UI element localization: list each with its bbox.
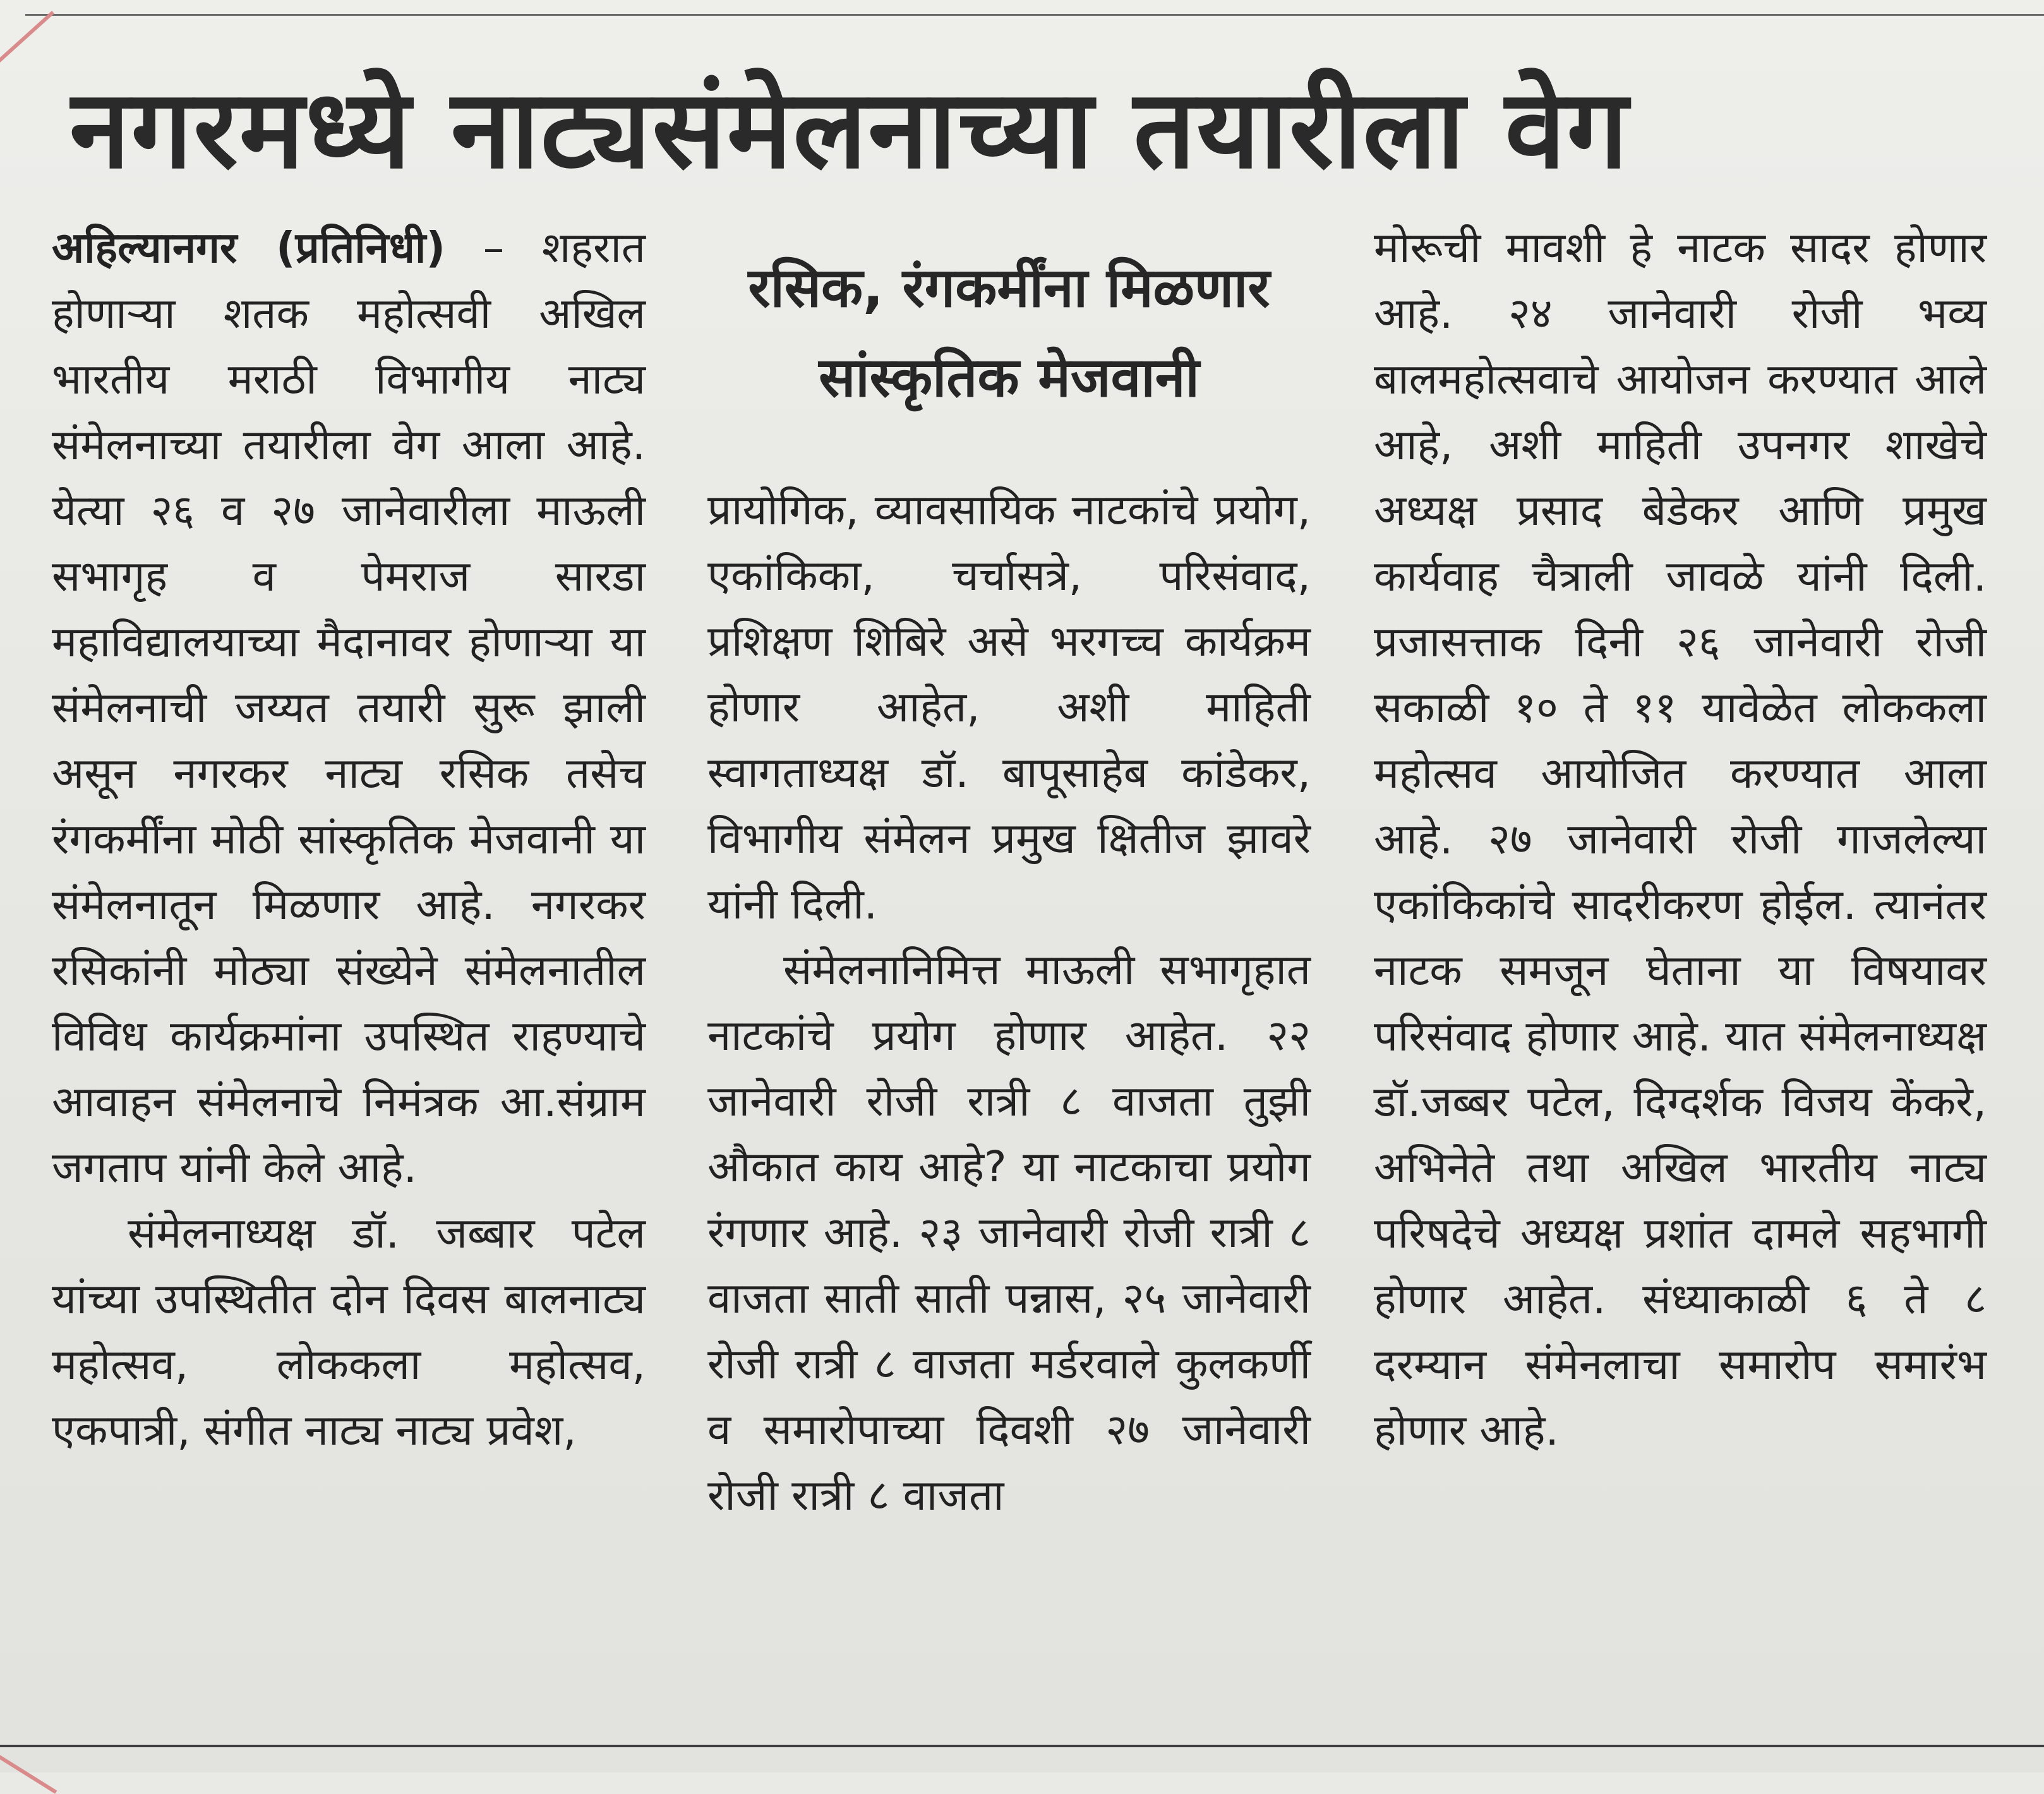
article-headline: नगरमध्ये नाट्यसंमेलनाच्या तयारीला वेग <box>69 66 1630 193</box>
article-column-3 <box>1374 215 1987 1731</box>
top-rule <box>25 14 2044 16</box>
article-paragraph: संमेलनानिमित्त माऊली सभागृहात नाटकांचे प्रयोग होणार आहेत. २२ जानेवारी रोजी रात्री ८ वाजता तुझी औकात काय आहे? या नाटकाचा प्रयोग रंगणार आहे. २३ जानेवारी रोजी रात्री ८ वाजता साती साती पन्नास, २५ जानेवारी रोजी रात्री ८ वाजता मर्डरवाले कुलकर्णी व समारोपाच्या दिवशी २७ जानेवारी रोजी रात्री ८ वाजता <box>707 945 1311 1520</box>
paragraph-text: – शहरात होणाऱ्या शतक महोत्सवी अखिल भारतीय मराठी विभागीय नाट्य संमेलनाच्या तयारीला वेग आला आहे. येत्या २६ व २७ जानेवारीला माऊली सभागृह व पेमराज सारडा महाविद्यालयाच्या मैदानावर होणाऱ्या या संमेलनाची जय्यत तयारी सुरू झाली असून नगरकर नाट्य रसिक तसेच रंगकर्मींना मोठी सांस्कृतिक मेजवानी या संमेलनातून मिळणार आहे. नगरकर रसिकांनी मोठ्या संख्येने संमेलनातील विविध कार्यक्रमांना उपस्थित राहण्याचे आवाहन संमेलनाचे निमंत्रक आ.संग्राम जगताप यांनी केले आहे. <box>52 223 646 1192</box>
article-paragraph: मोरूची मावशी हे नाटक सादर होणार आहे. २४ जानेवारी रोजी भव्य बालमहोत्सवाचे आयोजन करण्यात आले आहे, अशी माहिती उपनगर शाखेचे अध्यक्ष प्रसाद बेडेकर आणि प्रमुख कार्यवाह चैत्राली जावळे यांनी दिली. प्रजासत्ताक दिनी २६ जानेवारी रोजी सकाळी १० ते ११ यावेळेत लोककला महोत्सव आयोजित करण्यात आला आहे. २७ जानेवारी रोजी गाजलेल्या एकांकिकांचे सादरीकरण होईल. त्यानंतर नाटक समजून घेताना या विषयावर परिसंवाद होणार आहे. यात संमेलनाध्यक्ष डॉ.जब्बर पटेल, दिग्दर्शक विजय केंकरे, अभिनेते तथा अखिल भारतीय नाट्य परिषदेचे अध्यक्ष प्रशांत दामले सहभागी होणार आहेत. संध्याकाळी ६ ते ८ दरम्यान संमेनलाचा समारोप समारंभ होणार आहे. <box>1374 223 1987 1455</box>
dateline: अहिल्यानगर (प्रतिनिधी) <box>52 223 445 272</box>
subheadline-line-1: रसिक, रंगकर्मींना मिळणार <box>748 256 1270 320</box>
article-column-1 <box>52 215 646 1731</box>
corner-crop-mark <box>0 11 54 73</box>
bottom-rule <box>0 1745 2044 1747</box>
article-paragraph <box>52 215 646 1200</box>
article-paragraph: संमेलनाध्यक्ष डॉ. जब्बार पटेल यांच्या उपस्थितीत दोन दिवस बालनाट्य महोत्सव, लोककला महोत्सव, एकपात्री, संगीत नाट्य नाट्य प्रवेश, <box>52 1208 646 1455</box>
article-column-2 <box>707 477 1311 1734</box>
article-subheadline <box>701 243 1317 423</box>
article-paragraph: प्रायोगिक, व्यावसायिक नाटकांचे प्रयोग, एकांकिका, चर्चासत्रे, परिसंवाद, प्रशिक्षण शिबिरे असे भरगच्च कार्यक्रम होणार आहेत, अशी माहिती स्वागताध्यक्ष डॉ. बापूसाहेब कांडेकर, विभागीय संमेलन प्रमुख क्षितीज झावरे यांनी दिली. <box>707 485 1311 929</box>
subheadline-line-2: सांस्कृतिक मेजवानी <box>819 346 1199 409</box>
corner-crop-mark <box>0 1743 57 1793</box>
